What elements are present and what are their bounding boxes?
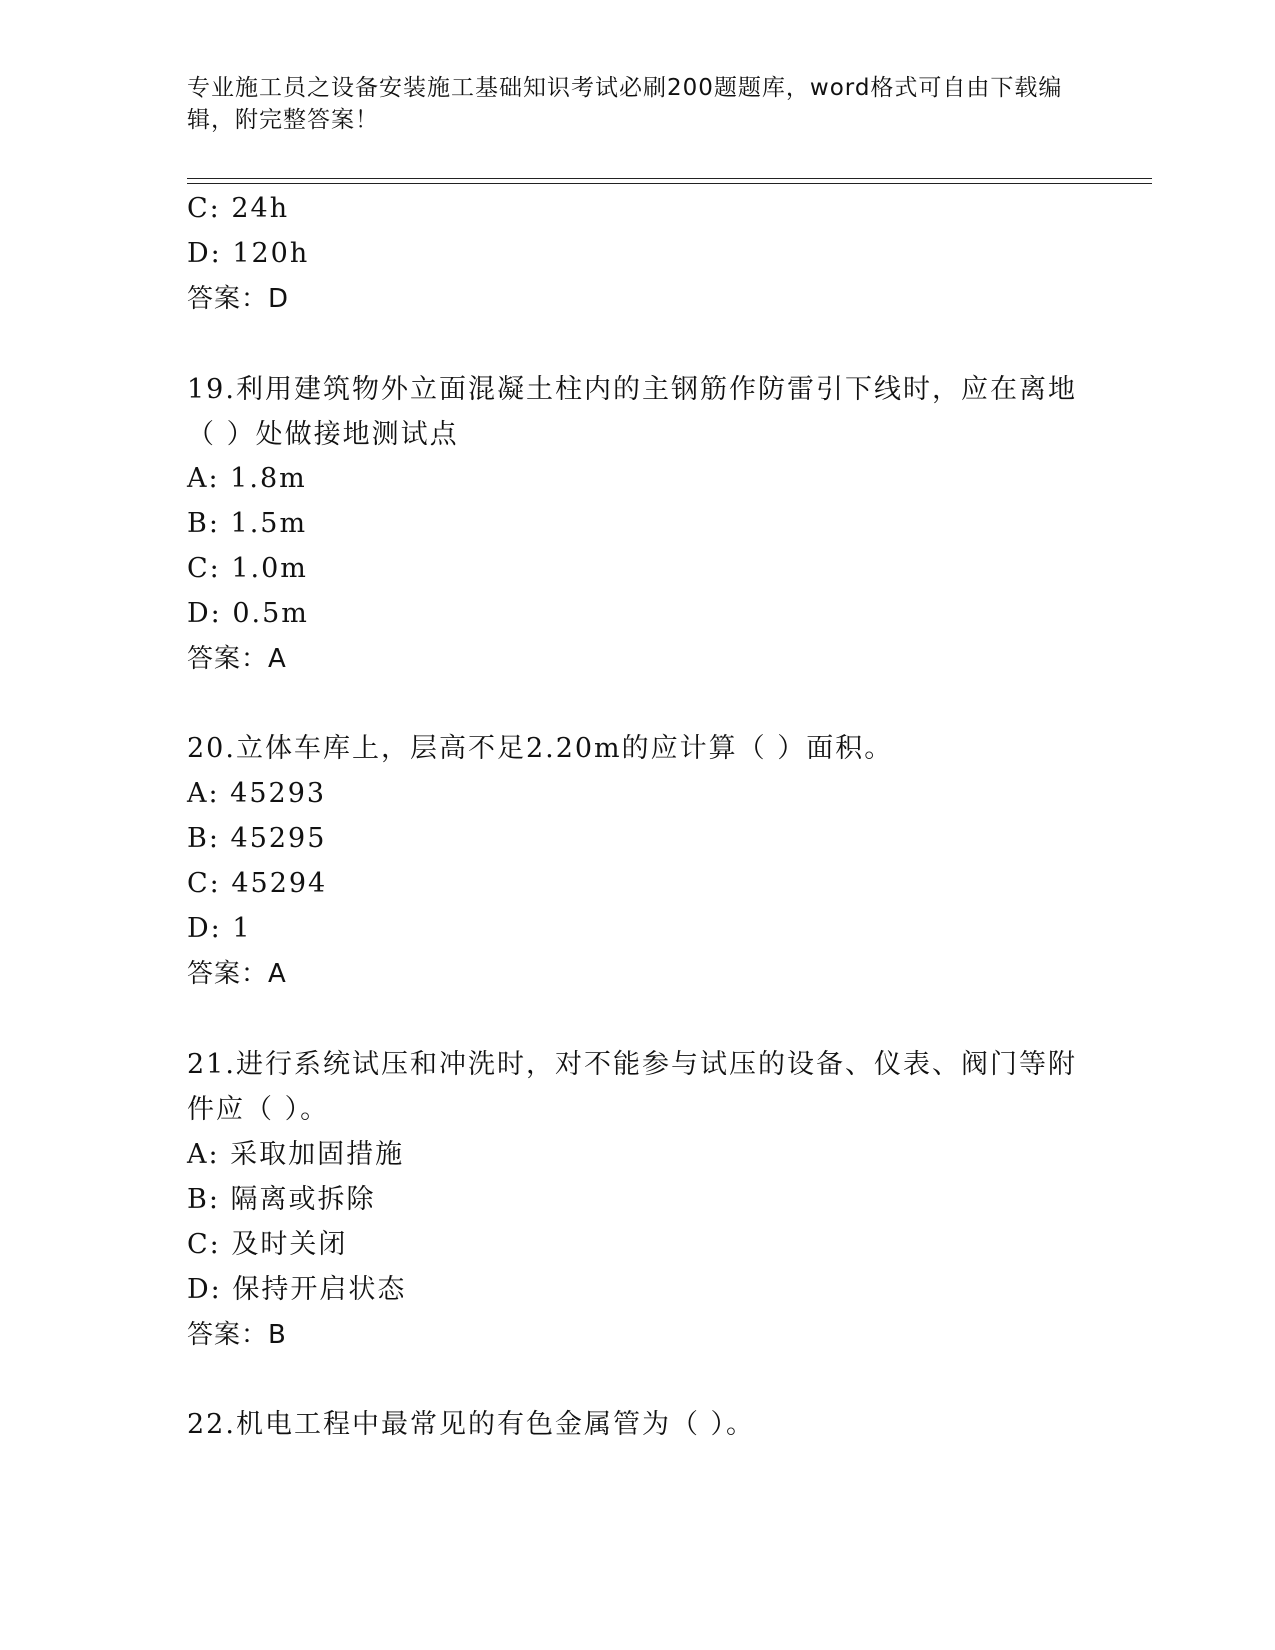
- header-rule-bottom: [187, 183, 1152, 184]
- question-19-stem-cont: （ ）处做接地测试点: [187, 419, 459, 450]
- question-21-stem-cont: 件应（ ）。: [187, 1094, 330, 1125]
- option-c: C: 1.0m: [187, 553, 308, 584]
- option-a: A: 45293: [187, 778, 327, 809]
- option-d: D: 120h: [187, 238, 310, 269]
- option-b: B: 45295: [187, 823, 327, 854]
- question-19-stem: 19.利用建筑物外立面混凝土柱内的主钢筋作防雷引下线时，应在离地: [187, 374, 1077, 405]
- header-rule-top: [187, 178, 1152, 179]
- answer-text: 答案：B: [187, 1320, 287, 1350]
- option-d: D: 1: [187, 913, 252, 944]
- answer-text: 答案：A: [187, 959, 287, 989]
- option-c: C: 及时关闭: [187, 1229, 348, 1260]
- document-header: 专业施工员之设备安装施工基础知识考试必刷200题题库，word格式可自由下载编辑，附完整答案！: [187, 75, 1063, 133]
- answer-text: 答案：D: [187, 284, 290, 314]
- option-a: A: 1.8m: [187, 463, 307, 494]
- option-d: D: 0.5m: [187, 598, 309, 629]
- option-b: B: 1.5m: [187, 508, 308, 539]
- question-20-stem: 20.立体车库上，层高不足2.20m的应计算（ ）面积。: [187, 733, 894, 764]
- option-c: C: 24h: [187, 193, 290, 224]
- option-d: D: 保持开启状态: [187, 1274, 407, 1305]
- answer-text: 答案：A: [187, 644, 287, 674]
- question-22-stem: 22.机电工程中最常见的有色金属管为（ ）。: [187, 1409, 756, 1440]
- question-21-stem: 21.进行系统试压和冲洗时，对不能参与试压的设备、仪表、阀门等附: [187, 1049, 1077, 1080]
- option-c: C: 45294: [187, 868, 328, 899]
- option-a: A: 采取加固措施: [187, 1139, 405, 1170]
- option-b: B: 隔离或拆除: [187, 1184, 376, 1215]
